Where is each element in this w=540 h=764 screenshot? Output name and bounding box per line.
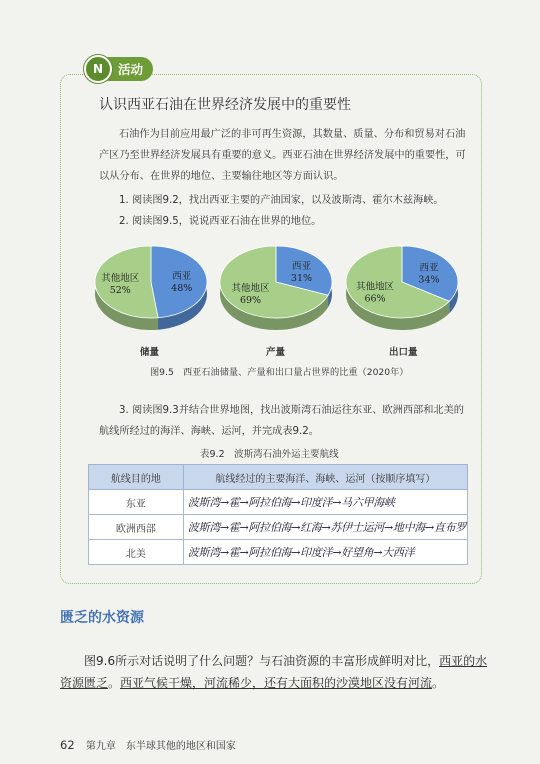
pie-svg-exports <box>343 240 461 340</box>
table-header-route: 航线经过的主要海洋、海峡、运河（按顺序填写） <box>183 465 467 490</box>
activity-task-1: 1. 阅读图9.2，找出西亚主要的产油国家，以及波斯湾、霍尔木兹海峡。 <box>119 195 444 206</box>
pie-label-name: 西亚 <box>419 262 439 274</box>
body-underlined-2: 西亚气候干燥，河流稀少，还有大面积的沙漠地区没有河流 <box>120 676 433 690</box>
page-number: 62 <box>60 738 75 752</box>
pie-label-value: 48% <box>171 282 193 294</box>
pie-svg-reserves <box>92 240 210 340</box>
body-text-mid: 。 <box>108 676 121 690</box>
pie-chart-reserves <box>92 240 210 340</box>
table-cell-destination: 北美 <box>89 540 184 565</box>
table-row <box>89 540 468 565</box>
table-cell-route-handwritten: 波斯湾→霍→阿拉伯海→印度洋→好望角→大西洋 <box>183 540 467 565</box>
pie-label-value: 31% <box>290 272 313 284</box>
activity-icon: N <box>84 55 112 83</box>
table-cell-destination: 东亚 <box>89 490 184 515</box>
activity-task-2: 2. 阅读图9.5，说说西亚石油在世界的地位。 <box>119 216 322 227</box>
pie-chart-production <box>217 240 335 340</box>
pie-svg-production <box>217 240 335 340</box>
activity-title: 认识西亚石油在世界经济发展中的重要性 <box>99 97 351 113</box>
pie-label-value: 52% <box>109 285 131 297</box>
table-title: 表9.2 波斯湾石油外运主要航线 <box>200 449 339 460</box>
activity-badge-label: 活动 <box>104 57 153 81</box>
table-cell-destination: 欧洲西部 <box>89 515 184 540</box>
chapter-title: 第九章 东半球其他的地区和国家 <box>85 741 236 752</box>
activity-task-3: 3. 阅读图9.3并结合世界地图，找出波斯湾石油运往东亚、欧洲西部和北美的航线所经过的海洋、海峡、运河，并完成表9.2。 <box>99 405 464 437</box>
page-footer <box>60 737 236 752</box>
activity-badge <box>84 56 153 82</box>
pie-label-value: 34% <box>418 274 440 286</box>
pie-label-name: 西亚 <box>291 260 311 272</box>
body-text-end: 。 <box>432 676 445 690</box>
section-heading: 匮乏的水资源 <box>60 610 144 626</box>
pie-caption-exports: 出口量 <box>389 347 418 358</box>
pie-label-name: 西亚 <box>172 270 192 282</box>
pie-caption-reserves: 储量 <box>140 347 160 358</box>
pie-label-name: 其他地区 <box>231 283 270 295</box>
table-cell-route-handwritten: 波斯湾→霍→阿拉伯海→红海→苏伊士运河→地中海→直布罗 <box>183 515 467 540</box>
pie-label-value: 66% <box>364 293 386 305</box>
table-row <box>89 490 468 515</box>
pie-label-name: 其他地区 <box>101 273 140 285</box>
pie-caption-production: 产量 <box>266 347 286 358</box>
activity-intro: 石油作为目前应用最广泛的非可再生资源，其数量、质量、分布和贸易对石油产区乃至世界经济发展具有重要的意义。西亚石油在世界经济发展中的重要性，可以从分布、在世界的地位、主要输往地区等方面认识。 <box>99 129 466 182</box>
table-row <box>89 515 468 540</box>
body-underlined-1: 西亚的水资源匮乏 <box>60 654 488 690</box>
pie-label-name: 其他地区 <box>356 281 395 293</box>
body-text-start: 图9.6所示对话说明了什么问题？与石油资源的丰富形成鲜明对比， <box>84 654 440 668</box>
table-cell-route-handwritten: 波斯湾→霍→阿拉伯海→印度洋→马六甲海峡 <box>183 490 467 515</box>
route-table <box>88 464 468 565</box>
pie-chart-exports <box>343 240 461 340</box>
table-header-destination: 航线目的地 <box>89 465 184 490</box>
pie-label-value: 69% <box>239 295 262 307</box>
table-header-row <box>89 465 468 490</box>
section-body <box>60 650 490 694</box>
figure-caption: 图9.5 西亚石油储量、产量和出口量占世界的比重（2020年） <box>150 367 409 378</box>
